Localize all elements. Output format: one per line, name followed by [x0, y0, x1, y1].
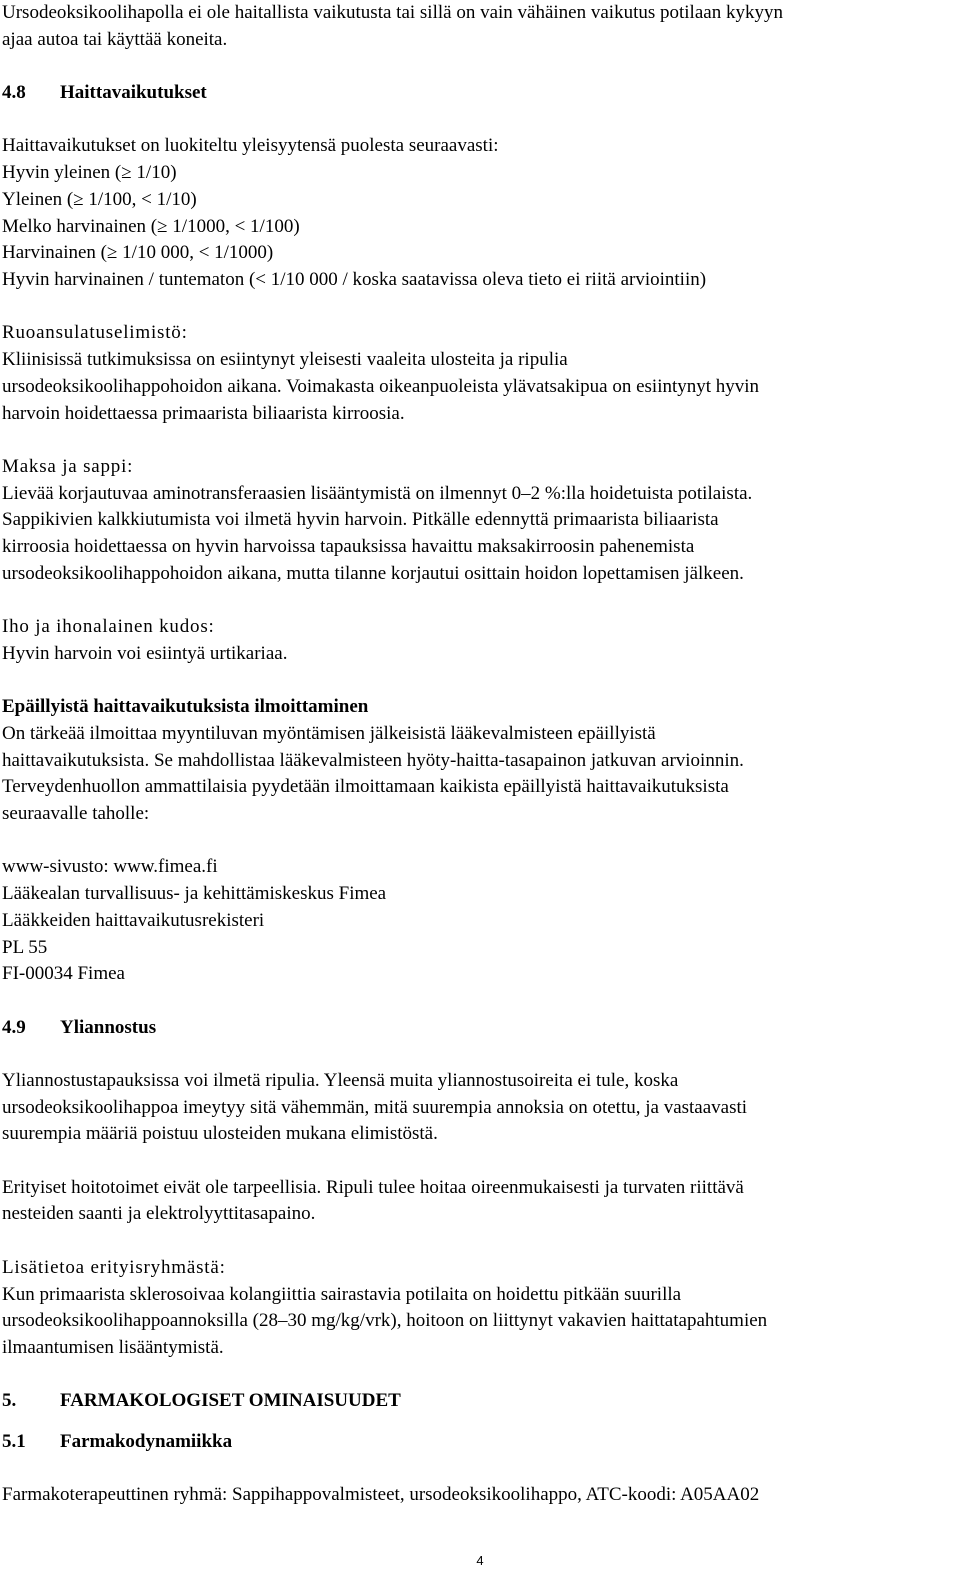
address-line: Lääkealan turvallisuus- ja kehittämiskeskus Fimea	[2, 883, 387, 905]
overdose-paragraph-1	[2, 1068, 952, 1148]
text-line: Harvinainen (≥ 1/10 000, < 1/1000)	[2, 242, 274, 264]
text-line: Erityiset hoitotoimet eivät ole tarpeellisia. Ripuli tulee hoitaa oireenmukaisesti ja turvaten riittävä	[2, 1176, 744, 1198]
address-line: PL 55	[2, 936, 48, 958]
overdose-paragraph-2	[2, 1175, 952, 1228]
text-line: Hyvin yleinen (≥ 1/10)	[2, 162, 177, 184]
text-line: Hyvin harvinainen / tuntematon (< 1/10 000 / koska saatavissa oleva tieto ei riitä arviointiin)	[2, 269, 707, 290]
text-line: Hyvin harvoin voi esiintyä urtikariaa.	[2, 642, 288, 664]
text-line: suurempia määriä poistuu ulosteiden mukana elimistöstä.	[2, 1123, 438, 1145]
address-line: FI-00034 Fimea	[2, 963, 125, 985]
special-population-section	[2, 1255, 952, 1362]
text-line: On tärkeää ilmoittaa myyntiluvan myöntämisen jälkeisistä lääkevalmisteen epäillyistä	[2, 722, 656, 744]
section-number: 4.9	[2, 1016, 26, 1038]
page-number: 4	[476, 1553, 484, 1568]
text-line: Terveydenhuollon ammattilaisia pyydetään ilmoittamaan kaikista epäillyistä haittavaikutuksista	[2, 776, 729, 798]
text-line: ursodeoksikoolihappoannoksilla (28–30 mg/kg/vrk), hoitoon on liittynyt vakavien haittatapahtumien	[2, 1310, 768, 1332]
subsection-heading: Lisätietoa erityisryhmästä:	[2, 1256, 226, 1278]
text-line: Lievää korjautuvaa aminotransferaasien lisääntymistä on ilmennyt 0–2 %:lla hoidetuista potilaista.	[2, 482, 753, 504]
subsection-heading: Ruoansulatuselimistö:	[2, 322, 188, 344]
text-line: Yliannostustapauksissa voi ilmetä ripulia. Yleensä muita yliannostusoireita ei tule, koska	[2, 1069, 679, 1091]
address-block	[2, 854, 952, 988]
subsection-heading: Maksa ja sappi:	[2, 455, 134, 477]
section-heading-4-8	[2, 80, 952, 107]
text-line: Sappikivien kalkkiutumista voi ilmetä hyvin harvoin. Pitkälle edennyttä primaarista biliaarista	[2, 509, 719, 531]
text-line: ursodeoksikoolihappoa imeytyy sitä vähemmän, mitä suurempia annoksia on otettu, ja vastaavasti	[2, 1096, 748, 1118]
section-title: FARMAKOLOGISET OMINAISUUDET	[60, 1390, 401, 1412]
text-line: ursodeoksikoolihappohoidon aikana. Voimakasta oikeanpuoleista ylävatsakipua on esiintynyt hyvin	[2, 375, 760, 397]
gi-section	[2, 320, 952, 427]
text-line: Kliinisissä tutkimuksissa on esiintynyt yleisesti vaaleita ulosteita ja ripulia	[2, 349, 568, 371]
text-line: harvoin hoidettaessa primaarista biliaarista kirroosia.	[2, 402, 405, 424]
skin-section	[2, 614, 952, 667]
text-line: ilmaantumisen lisääntymistä.	[2, 1336, 224, 1358]
reporting-section	[2, 694, 952, 988]
text-line: Haittavaikutukset on luokiteltu yleisyytensä puolesta seuraavasti:	[2, 135, 499, 157]
section-number: 5.	[2, 1390, 17, 1412]
text-line: ursodeoksikoolihappohoidon aikana, mutta tilanne korjautui osittain hoidon lopettamisen jälkeen.	[2, 562, 744, 584]
intro-paragraph	[2, 0, 952, 53]
section-number: 4.8	[2, 82, 26, 104]
address-line: Lääkkeiden haittavaikutusrekisteri	[2, 909, 265, 931]
text-line: Ursodeoksikoolihapolla ei ole haitallista vaikutusta tai sillä on vain vähäinen vaikutus potilaan kykyyn	[2, 2, 783, 23]
section-heading-5	[2, 1388, 952, 1415]
frequency-list	[2, 133, 952, 293]
section-number: 5.1	[2, 1431, 26, 1453]
subsection-heading: Iho ja ihonalainen kudos:	[2, 616, 215, 638]
text-line: haittavaikutuksista. Se mahdollistaa lääkevalmisteen hyöty-haitta-tasapainon jatkuvan arvioinnin.	[2, 749, 744, 771]
section-title: Farmakodynamiikka	[60, 1431, 233, 1453]
document-page	[2, 0, 952, 1509]
text-line: kirroosia hoidettaessa on hyvin harvoissa tapauksissa havaittu maksakirroosin pahenemista	[2, 536, 695, 557]
liver-section	[2, 454, 952, 588]
text-line: seuraavalle taholle:	[2, 803, 150, 824]
section-heading-5-1	[2, 1429, 952, 1456]
text-line: nesteiden saanti ja elektrolyyttitasapaino.	[2, 1203, 316, 1225]
section-title: Haittavaikutukset	[60, 82, 207, 104]
section-heading-4-9	[2, 1015, 952, 1042]
text-line: ajaa autoa tai käyttää koneita.	[2, 28, 228, 50]
section-title: Yliannostus	[60, 1016, 157, 1038]
subsection-heading: Epäillyistä haittavaikutuksista ilmoittaminen	[2, 696, 369, 718]
atc-code-line: Farmakoterapeuttinen ryhmä: Sappihappovalmisteet, ursodeoksikoolihappo, ATC-koodi: A05AA02	[2, 1484, 760, 1506]
text-line: Yleinen (≥ 1/100, < 1/10)	[2, 188, 197, 210]
website-line: www-sivusto: www.fimea.fi	[2, 856, 218, 878]
text-line: Kun primaarista sklerosoivaa kolangiittia sairastavia potilaita on hoidettu pitkään suurilla	[2, 1283, 682, 1305]
text-line: Melko harvinainen (≥ 1/1000, < 1/100)	[2, 215, 300, 237]
